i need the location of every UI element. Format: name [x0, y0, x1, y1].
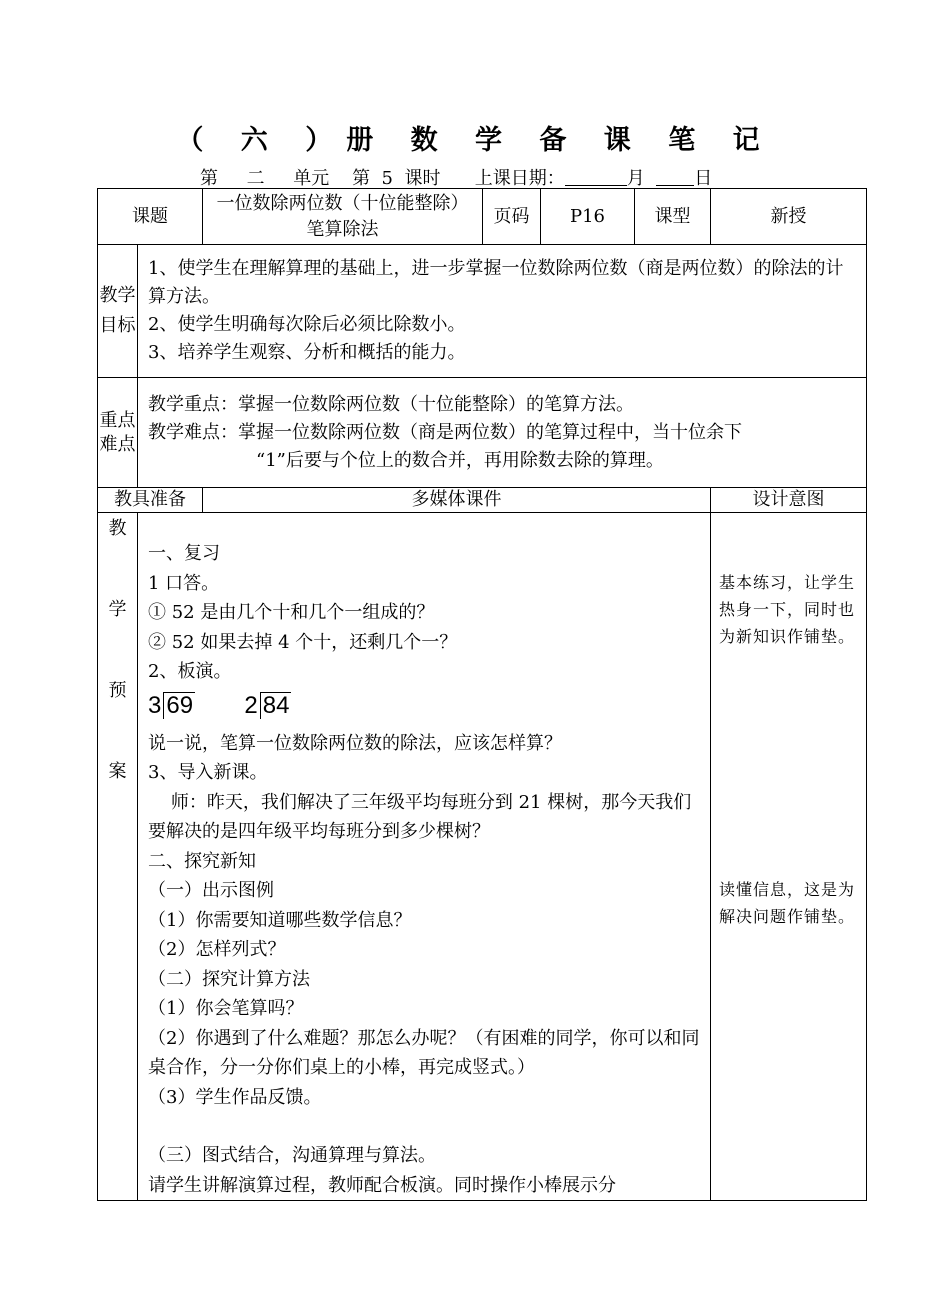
- lesson-plan-table: [97, 188, 867, 1201]
- plan-label-char-4: 案: [108, 761, 127, 782]
- focus-line: 教学重点：掌握一位数除两位数（十位能整除）的笔算方法。: [148, 393, 634, 415]
- design-note-1: 基本练习，让学生热身一下，同时也为新知识作铺垫。: [719, 573, 856, 646]
- month-label: 月: [626, 168, 645, 189]
- key-points-label: 重点难点: [98, 378, 138, 488]
- division-1-divisor: 3: [148, 691, 162, 719]
- plan-label-char-1: 教: [108, 518, 127, 539]
- page-title: （ 六 ）册 数 学 备 课 笔 记: [176, 125, 774, 156]
- goal-line-2: 2、使学生明确每次除后必须比除数小。: [148, 314, 466, 335]
- plan-line: （3）学生作品反馈。: [148, 1086, 322, 1108]
- topic-value: 一位数除两位数（十位能整除）笔算除法: [203, 189, 483, 245]
- division-2-dividend: 84: [260, 692, 292, 719]
- plan-line: 3、导入新课。: [148, 762, 268, 783]
- prep-row: [98, 488, 867, 513]
- goals-label: 教学目标: [98, 245, 138, 378]
- lesson-subtitle: [200, 164, 712, 190]
- plan-line: （1）你需要知道哪些数学信息？: [148, 909, 412, 931]
- key-points-content: [138, 378, 867, 488]
- goal-line-1: 1、使学生在理解算理的基础上，进一步掌握一位数除两位数（商是两位数）的除法的计算方法。: [148, 258, 844, 307]
- plan-line: ① 52 是由几个十和几个一组成的？: [148, 602, 435, 623]
- plan-line: （2）你遇到了什么难题？那怎么办呢？（有困难的同学，你可以和同桌合作，分一分你们桌上的小棒，再完成竖式。）: [148, 1027, 700, 1078]
- prep-value: 多媒体课件: [203, 488, 711, 513]
- difficulty-line-b: “1”后要与个位上的数合并，再用除数去除的算理。: [256, 449, 664, 471]
- plan-line: （1）你会笔算吗？: [148, 998, 304, 1019]
- plan-line: 二、探究新知: [148, 850, 256, 872]
- plan-label: [98, 513, 138, 1201]
- type-label: 课型: [635, 189, 711, 245]
- design-intent-label: 设计意图: [711, 488, 867, 513]
- plan-line: 一、复习: [148, 543, 220, 564]
- plan-line: （2）怎样列式？: [148, 939, 286, 960]
- key-points-row: [98, 378, 867, 488]
- plan-line: 请学生讲解演算过程，教师配合板演。同时操作小棒展示分: [148, 1174, 616, 1196]
- prep-label: 教具准备: [98, 488, 203, 513]
- goal-line-3: 3、培养学生观察、分析和概括的能力。: [148, 342, 466, 363]
- division-1-dividend: 69: [163, 692, 195, 719]
- day-blank: [656, 167, 694, 186]
- blank-line: [148, 1112, 704, 1141]
- goals-row: [98, 245, 867, 378]
- plan-label-char-3: 预: [108, 680, 127, 701]
- plan-line: 1 口答。: [148, 572, 220, 594]
- plan-line: （二）探究计算方法: [148, 968, 310, 990]
- design-note-2: 读懂信息，这是为解决问题作铺垫。: [719, 880, 856, 926]
- plan-line: （一）出示图例: [148, 880, 274, 901]
- subtitle-text: 第 二 单元 第 5 课时 上课日期：: [200, 168, 565, 189]
- plan-line: 师：昨天，我们解决了三年级平均每班分到 21 棵树，那今天我们要解决的是四年级平均每班分到多少棵树？: [148, 791, 692, 842]
- info-row: [98, 189, 867, 245]
- design-notes: [711, 513, 867, 1201]
- plan-content: [138, 513, 711, 1201]
- month-blank: [565, 167, 627, 186]
- board-divisions: [148, 689, 704, 723]
- topic-label: 课题: [98, 189, 203, 245]
- plan-line: （三）图式结合，沟通算理与算法。: [148, 1145, 436, 1166]
- division-2-divisor: 2: [244, 691, 258, 719]
- plan-line: ② 52 如果去掉 4 个十，还剩几个一？: [148, 631, 458, 653]
- difficulty-line-a: 教学难点：掌握一位数除两位数（商是两位数）的笔算过程中，当十位余下: [148, 421, 742, 443]
- plan-label-char-2: 学: [108, 599, 127, 620]
- type-value: 新授: [711, 189, 867, 245]
- day-label: 日: [694, 168, 713, 189]
- page-value: P16: [541, 189, 635, 245]
- page-label: 页码: [483, 189, 541, 245]
- plan-row: [98, 513, 867, 1201]
- plan-line: 说一说，笔算一位数除两位数的除法，应该怎样算？: [148, 732, 562, 754]
- plan-line: 2、板演。: [148, 661, 232, 682]
- goals-content: [138, 245, 867, 378]
